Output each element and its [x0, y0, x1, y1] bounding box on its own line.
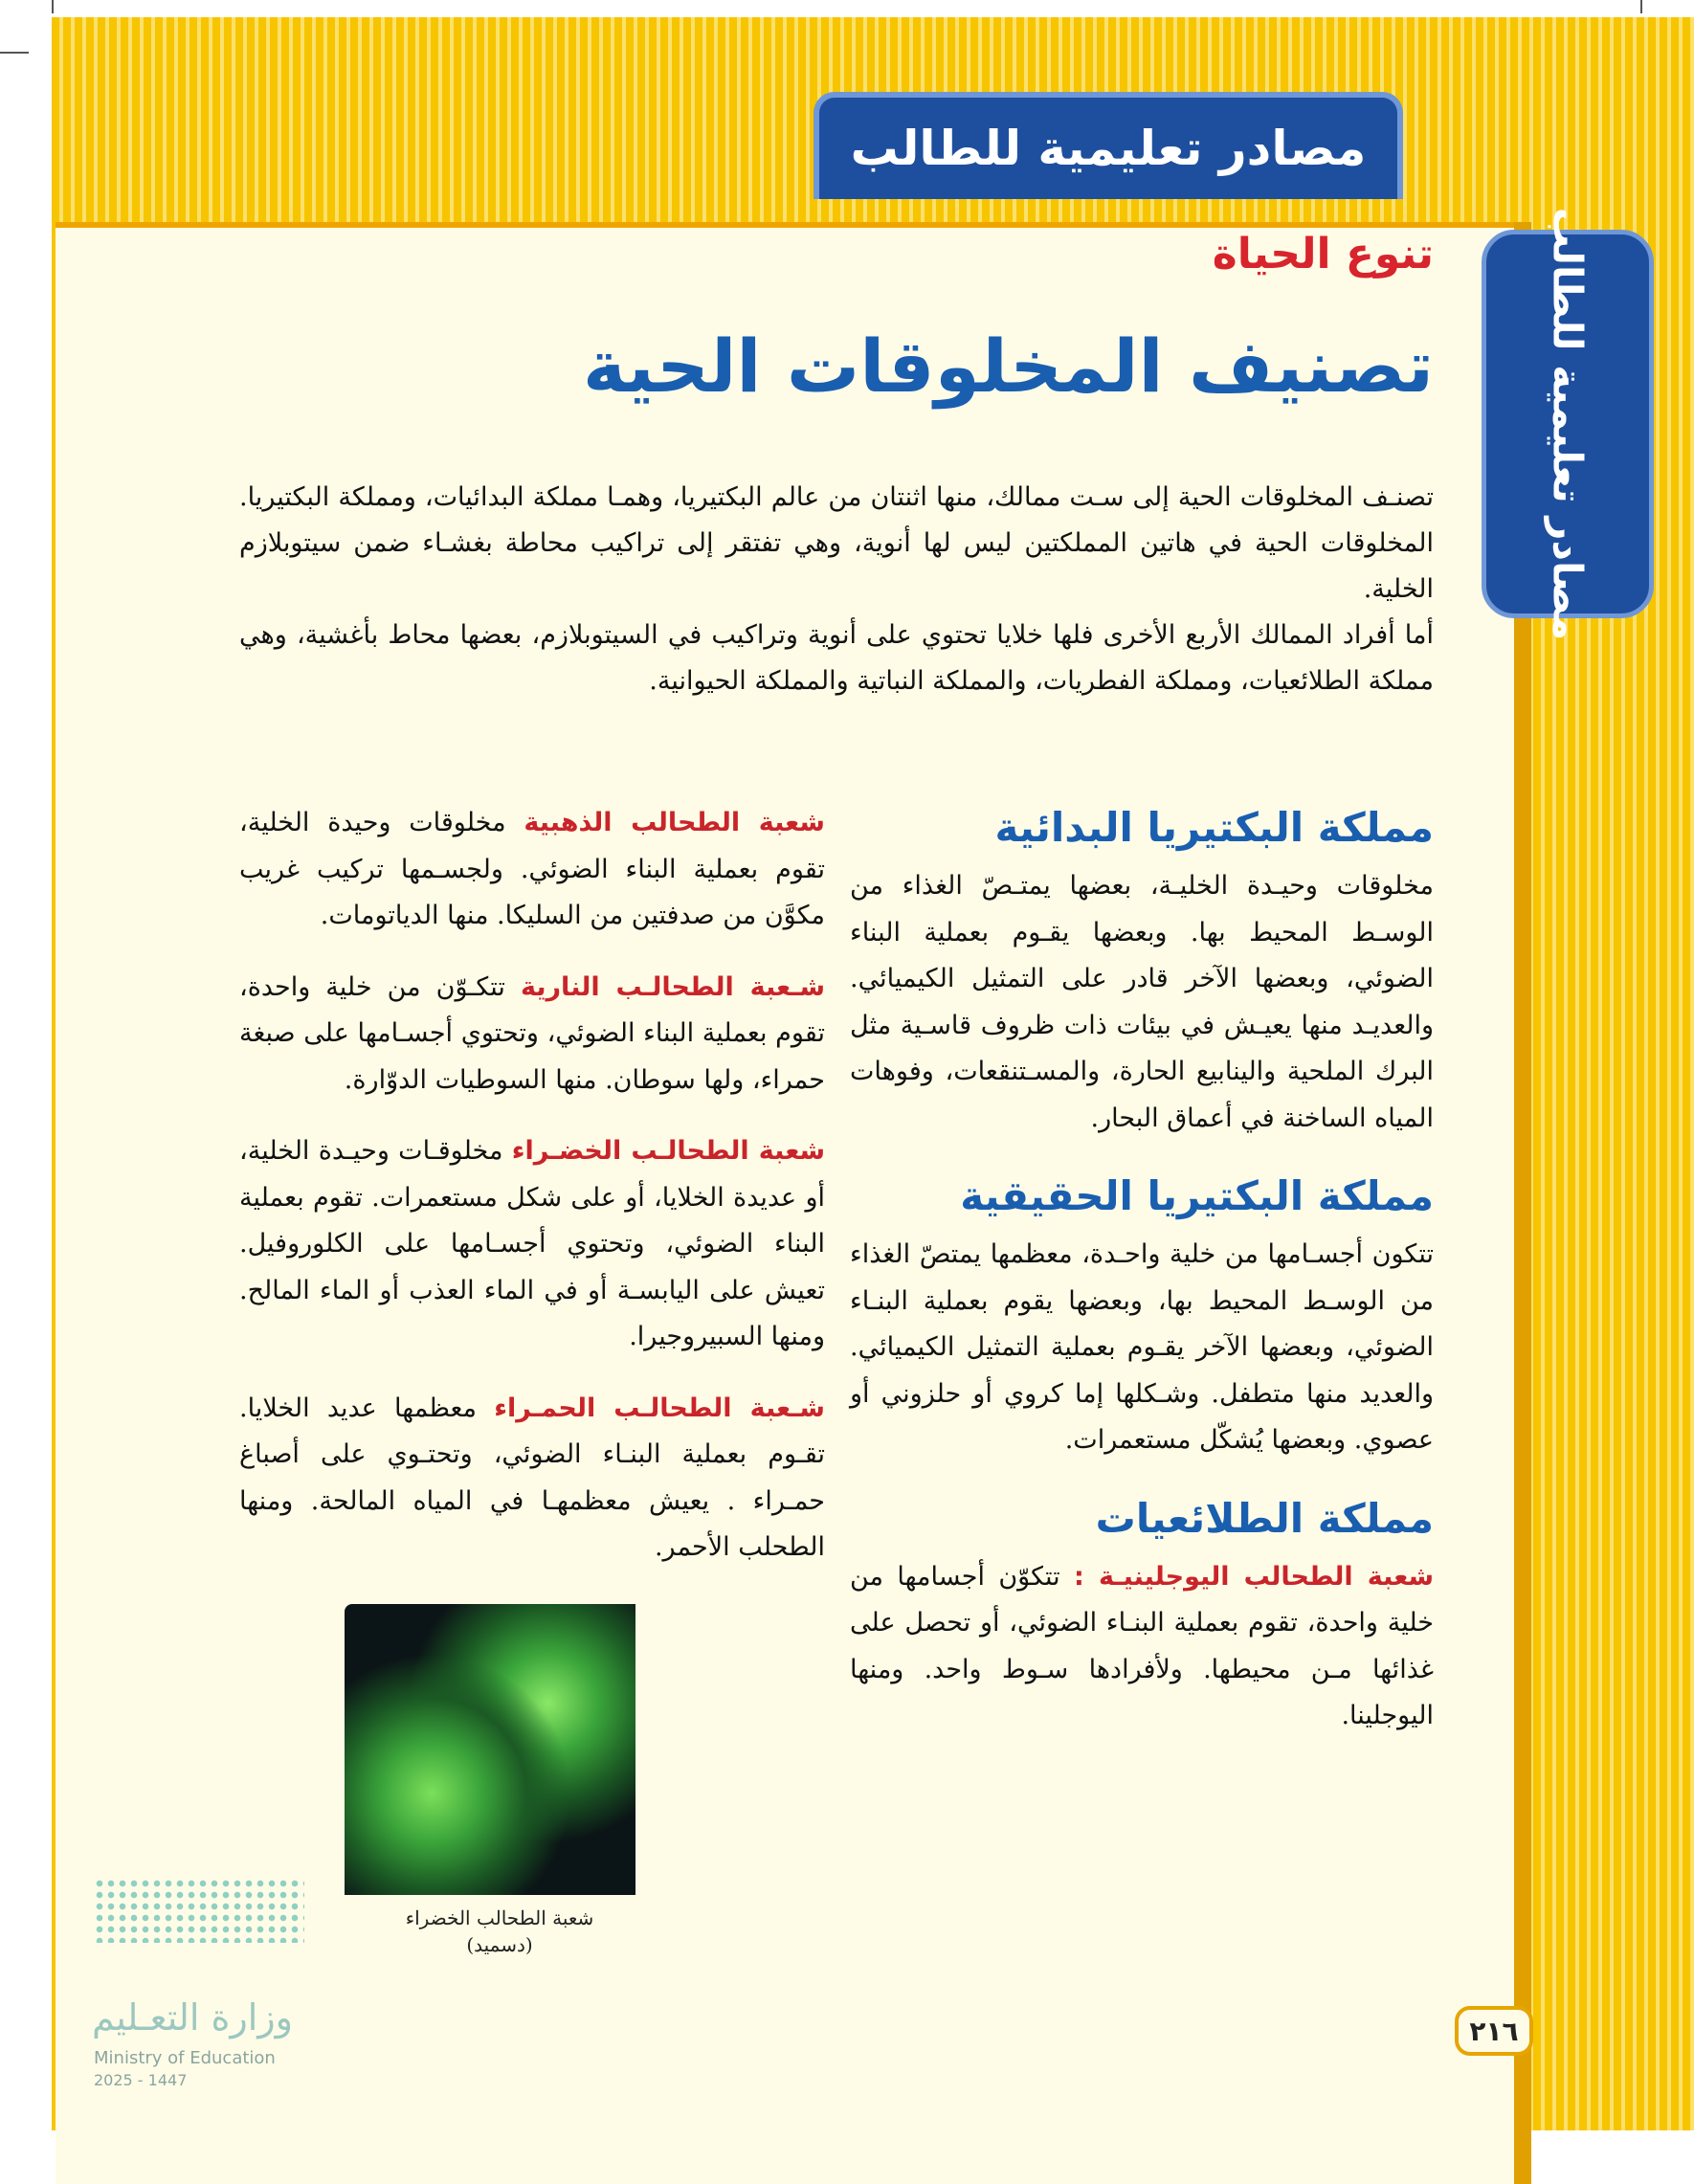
- page-title: تصنيف المخلوقات الحية: [582, 323, 1434, 409]
- ministry-logo-english: Ministry of Education: [94, 2048, 276, 2068]
- section-text-eubacteria: تتكون أجسـامها من خلية واحـدة، معظمها يمتصّ الغذاء من الوسـط المحيط بها، وبعضها يقوم بعملية البنـاء الضوئي، وبعضها الآخر يقـوم بعملية التمثيل الكيميائي. والعديد منها متطفل. وشـكلها إما كروي أو حلزوني أو عصوي. وبعضها يُشكّل مستعمرات.: [850, 1239, 1434, 1455]
- sheet-top-border: [56, 222, 1514, 228]
- phylum-label: شعبة الطحالب اليوجلينيـة :: [1074, 1561, 1434, 1592]
- section-text-euglenoids: [850, 1554, 1434, 1740]
- header-banner: [814, 92, 1403, 199]
- phylum-text: مخلوقات وحيدة الخلية، تقوم بعملية البناء الضوئي. ولجسـمها تركيب غريب مكوَّن من صدفتين من السليكا. منها الدياتومات.: [239, 808, 825, 930]
- crop-mark: [52, 0, 54, 13]
- section-title-protists: مملكة الطلائعيات: [1095, 1494, 1434, 1542]
- section-title-eubacteria: مملكة البكتيريا الحقيقية: [960, 1172, 1434, 1219]
- left-column: [239, 800, 825, 1571]
- ministry-logo-icon: [94, 1878, 304, 1943]
- phylum-paragraph: [239, 1128, 825, 1361]
- section-title-archaebacteria: مملكة البكتيريا البدائية: [994, 804, 1434, 851]
- phylum-label: شـعبة الطحالـب النارية: [521, 971, 825, 1002]
- intro-paragraph: أما أفراد الممالك الأربع الأخرى فلها خلايا تحتوي على أنوية وتراكيب في السيتوبلازم، بعضها محاط بأغشية، وهي مملكة الطلائعيات، ومملكة الفطريات، والمملكة النباتية والمملكة الحيوانية.: [239, 620, 1434, 696]
- section-text-archaebacteria: مخلوقات وحيـدة الخليـة، بعضها يمتـصّ الغذاء من الوسـط المحيط بها. وبعضها يقـوم بعملية البناء الضوئي، وبعضها الآخر قادر على التمثيل الكيميائي. والعديـد منها يعيـش في بيئات ذات ظروف قاسـية مثل البرك الملحية والينابيع الحارة، والمسـتنقعات، وفوهات المياه الساخنة في أعماق البحار.: [850, 871, 1434, 1133]
- phylum-label: شـعبة الطحالـب الحمـراء: [494, 1393, 825, 1423]
- intro-text: [239, 475, 1434, 704]
- header-banner-text: مصادر تعليمية للطالب: [850, 121, 1367, 176]
- phylum-text: تتكوّن أجسامها من خلية واحدة، تقوم بعملية البنـاء الضوئي، أو تحصل على غذائها مـن محيطها. ولأفرادها سـوط واحد. ومنها اليوجلينا.: [850, 1561, 1434, 1730]
- caption-subtitle: (دسميد): [466, 1933, 533, 1956]
- chapter-heading: تنوع الحياة: [1212, 230, 1434, 279]
- crop-mark: [1640, 0, 1642, 13]
- intro-paragraph: تصنـف المخلوقات الحية إلى سـت ممالك، منها اثنتان من عالم البكتيريا، وهمـا مملكة البدائيات، ومملكة البكتيريا. المخلوقات الحية في هاتين المملكتين ليس لها أنوية، وهي تفتقر إلى تراكيب محاطة بغشـاء ضمن سيتوبلازم الخلية.: [239, 482, 1434, 604]
- ministry-logo-arabic: وزارة التعـليم: [92, 1996, 294, 2039]
- caption-title: شعبة الطحالب الخضراء: [405, 1906, 594, 1929]
- figure-caption: [364, 1905, 635, 1958]
- phylum-paragraph: [239, 1386, 825, 1571]
- right-column: [850, 800, 1434, 1740]
- phylum-text: معظمها عديد الخلايا. تقـوم بعملية البنـاء الضوئي، وتحتـوي على أصباغ حمـراء . يعيش معظمهـا في المياه المالحة. ومنها الطحلب الأحمر.: [239, 1393, 825, 1562]
- phylum-paragraph: [239, 965, 825, 1104]
- phylum-text: مخلوقـات وحيـدة الخلية، أو عديدة الخلايا، أو على شكل مستعمرات. تقوم بعملية البناء الضوئي، وتحتوي أجسـامها على الكلوروفيل. تعيش على اليابسـة أو في الماء العذب أو الماء المالح. ومنها السبيروجيرا.: [239, 1136, 825, 1351]
- phylum-label: شعبة الطحالـب الخضـراء: [511, 1136, 825, 1166]
- side-tab-text: مصادر تعليمية للطالب: [1544, 207, 1592, 641]
- phylum-paragraph: [239, 800, 825, 940]
- desmid-photo: [345, 1604, 635, 1895]
- page-number: ٢١٦: [1455, 2006, 1533, 2056]
- phylum-label: شعبة الطحالب الذهبية: [524, 808, 825, 837]
- phylum-text: تتكـوّن من خلية واحدة، تقوم بعملية البناء الضوئي، وتحتوي أجسـامها على صبغة حمراء، ولها سوطان. منها السوطيات الدوّارة.: [239, 971, 825, 1095]
- crop-mark: [0, 52, 29, 54]
- side-tab: [1482, 207, 1654, 641]
- ministry-logo-year: 2025 - 1447: [94, 2071, 188, 2089]
